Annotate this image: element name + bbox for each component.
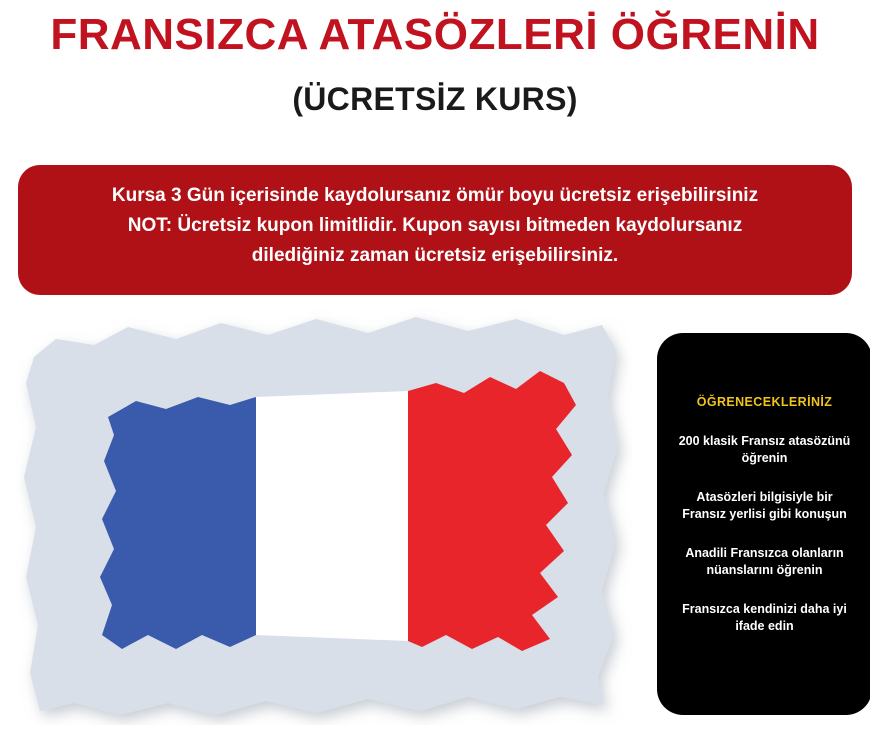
page-subtitle: (ÜCRETSİZ KURS) — [292, 81, 578, 117]
learn-outcome-item: Fransızca kendinizi daha iyi ifade edin — [682, 602, 847, 633]
learn-outcome-item: Anadili Fransızca olanların nüanslarını öğrenin — [685, 546, 844, 577]
learn-outcomes-card — [657, 333, 870, 715]
page-title: FRANSIZCA ATASÖZLERİ ÖĞRENİN — [50, 10, 820, 59]
flag-svg — [16, 305, 632, 725]
notice-line-2: NOT: Ücretsiz kupon limitlidir. Kupon sayısı bitmeden kaydolursanız — [127, 215, 743, 236]
flag-white-band — [256, 391, 408, 641]
learn-outcome-item: 200 klasik Fransız atasözünü öğrenin — [678, 434, 851, 465]
notice-line-1: Kursa 3 Gün içerisinde kaydolursanız ömür boyu ücretsiz erişebilirsiniz — [111, 185, 759, 206]
notice-banner — [18, 165, 852, 295]
learn-outcome-item: Atasözleri bilgisiyle bir Fransız yerlisi gibi konuşun — [682, 490, 847, 521]
learn-outcomes-heading: ÖĞRENECEKLERİNİZ — [696, 395, 833, 409]
flag-blue-band — [100, 397, 256, 649]
france-flag-illustration — [16, 305, 632, 725]
notice-line-3: dilediğiniz zaman ücretsiz erişebilirsiniz. — [251, 245, 619, 266]
